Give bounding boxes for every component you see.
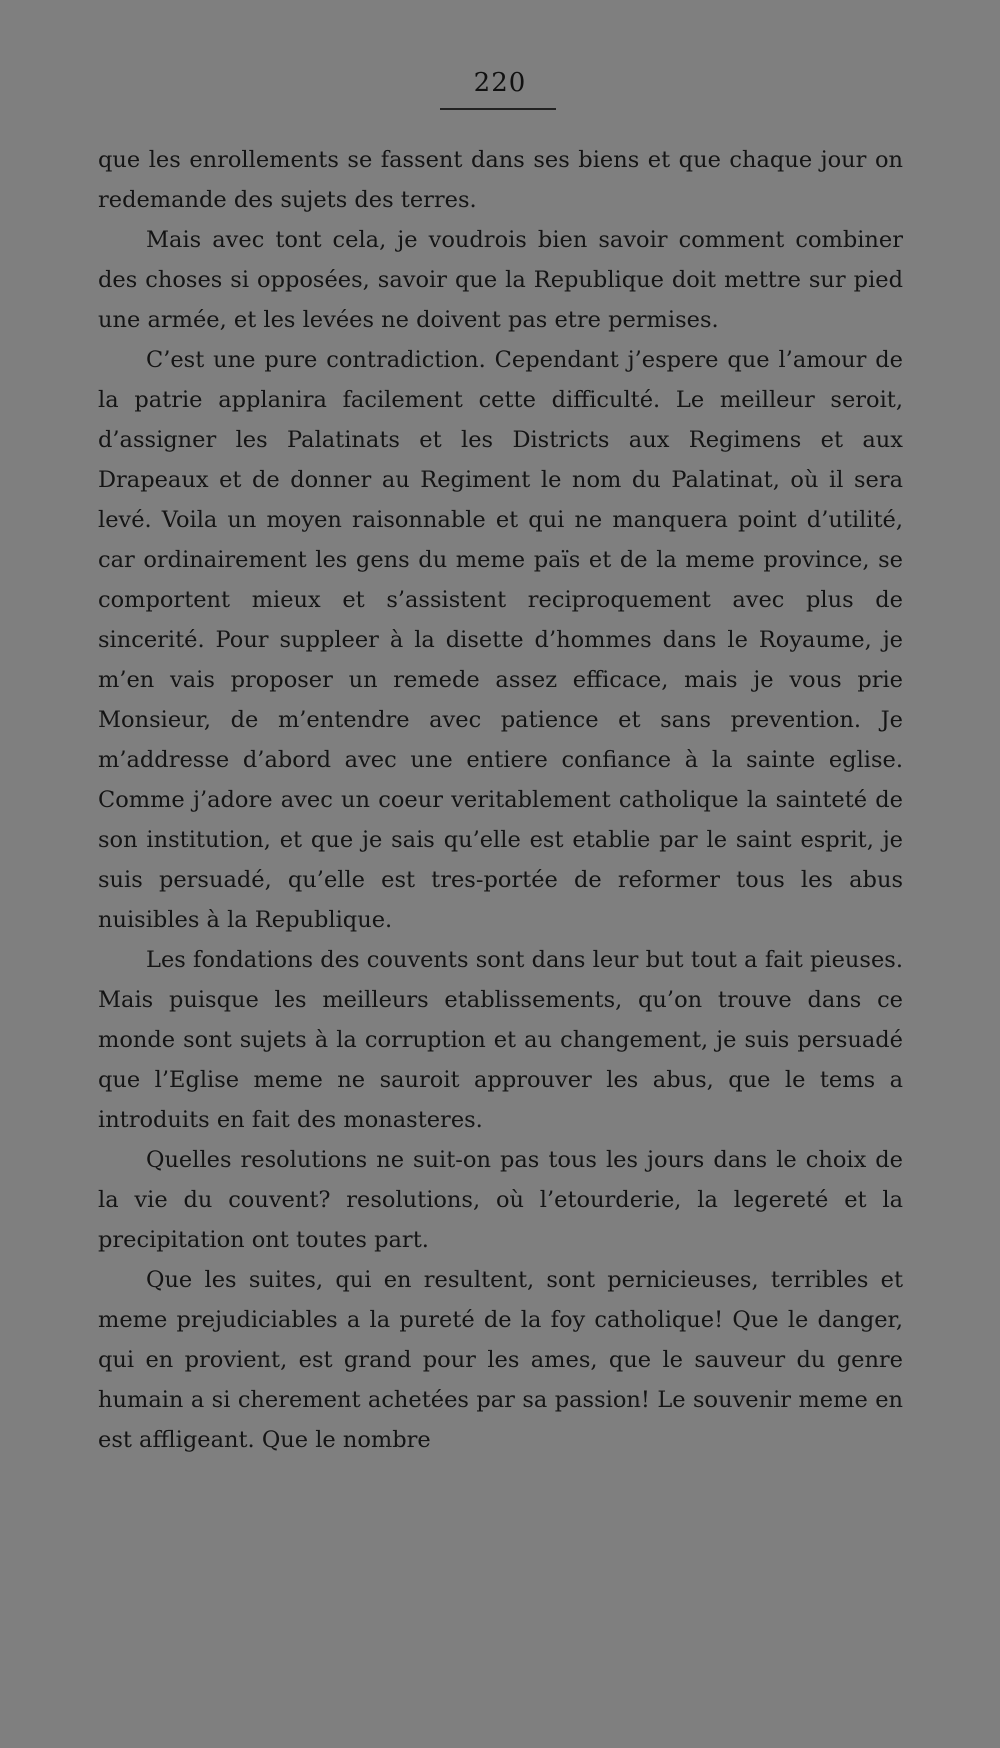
page-number: 220 (473, 68, 527, 98)
paragraph-6: Que les suites, qui en resultent, sont pernicieuses, terribles et meme prejudiciables a la pureté de la foy catholique! Que le danger, qui en provient, est grand pour les ames, que le sauveur du genre humain a si cherement achetées par sa passion! Le souvenir meme en est affligeant. Que le nombre (98, 1267, 903, 1453)
paragraph-2: Mais avec tont cela, je voudrois bien savoir comment combiner des choses si opposées, savoir que la Republique doit mettre sur pied une armée, et les levées ne doivent pas etre permises. (98, 227, 903, 333)
paragraph-3: C’est une pure contradiction. Cependant j’espere que l’amour de la patrie applanira facilement cette difficulté. Le meilleur seroit, d’assigner les Palatinats et les Districts aux Regimens et aux Drapeaux et de donner au Regiment le nom du Palatinat, où il sera levé. Voila un moyen raisonnable et qui ne manquera point d’utilité, car ordinairement les gens du meme païs et de la meme province, se comportent mieux et s’assistent reciproquement avec plus de sincerité. Pour suppleer à la disette d’hommes dans le Royaume, je m’en vais proposer un remede assez efficace, mais je vous prie Monsieur, de m’entendre avec patience et sans prevention. Je m’addresse d’abord avec une entiere confiance à la sainte eglise. Comme j’adore avec un coeur veritablement catholique la sainteté de son institution, et que je sais qu’elle est etablie par le saint esprit, je suis persuadé, qu’elle est tres-portée de reformer tous les abus nuisibles à la Republique. (98, 347, 903, 933)
paragraph-5: Quelles resolutions ne suit-on pas tous les jours dans le choix de la vie du couvent? resolutions, où l’etourderie, la legereté et la precipitation ont toutes part. (98, 1147, 903, 1253)
page-number-rule (440, 108, 556, 110)
paragraph-4: Les fondations des couvents sont dans leur but tout a fait pieuses. Mais puisque les meilleurs etablissements, qu’on trouve dans ce monde sont sujets à la corruption et au changement, je suis persuadé que l’Eglise meme ne sauroit approuver les abus, que le tems a introduits en fait des monasteres. (98, 947, 903, 1133)
body-text (98, 140, 903, 1460)
paragraph-1: que les enrollements se fassent dans ses biens et que chaque jour on redemande des sujets des terres. (98, 147, 903, 213)
